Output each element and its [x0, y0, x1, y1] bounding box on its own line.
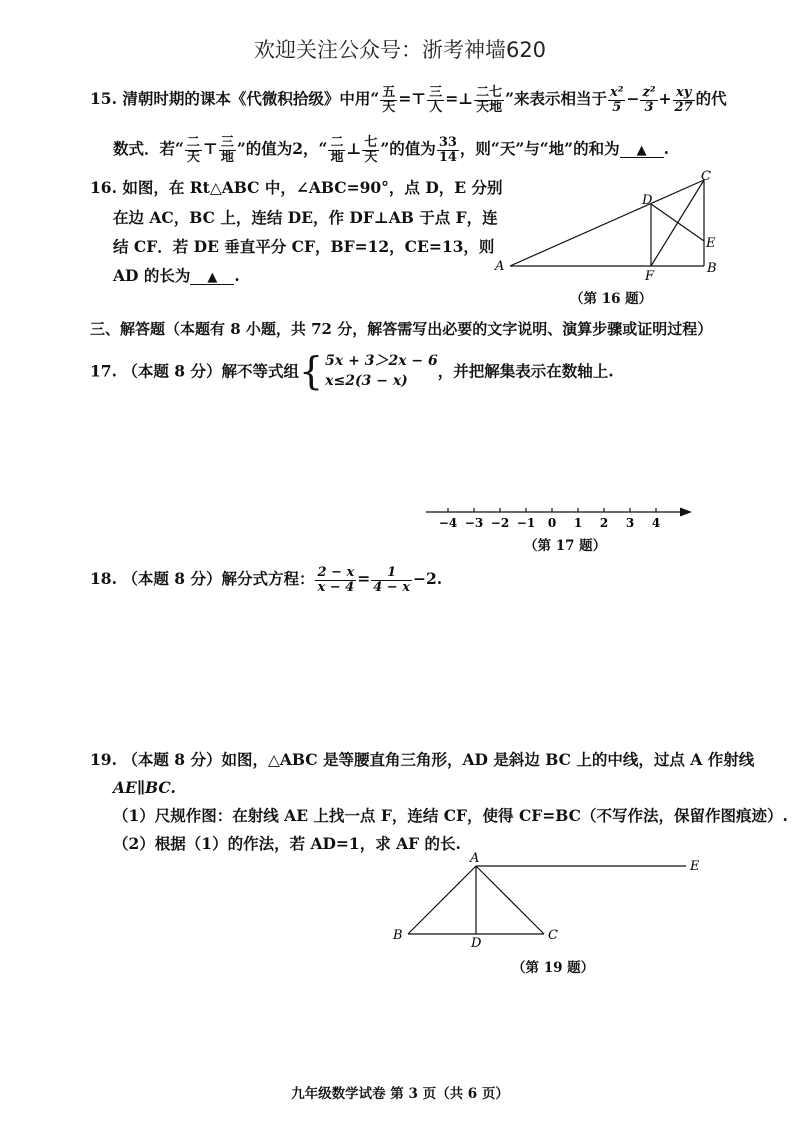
question-number: 17.	[90, 361, 117, 381]
q17-text: （本题 8 分）解不等式组	[122, 361, 299, 381]
point-label-c: C	[548, 928, 558, 943]
question-18	[90, 566, 442, 594]
fraction: $\frac{2 - x}{x - 4}$	[317, 565, 355, 595]
operator: ⊥	[346, 139, 362, 159]
tick-label: 2	[599, 516, 609, 530]
q19-text: （本题 8 分）如图，△ABC 是等腰直角三角形，AD 是斜边 BC 上的中线，过点 A 作射线	[122, 750, 755, 769]
fraction: $\frac{xy}{27}$	[674, 85, 693, 115]
q16-text: AD 的长为	[113, 266, 191, 285]
section-title: 三、解答题（本题有 8 小题，共 72 分，解答需写出必要的文字说明、演算步骤或证明过程）	[90, 320, 713, 338]
q18-text: −2.	[412, 569, 443, 589]
fraction: $\frac{\text{三}}{\text{人}}$	[429, 85, 443, 115]
arrow-head-icon	[680, 508, 692, 517]
q17-text: ，并把解集表示在数轴上.	[437, 361, 614, 381]
question-number: 15.	[90, 89, 117, 109]
question-16-line-1	[90, 180, 502, 196]
inequality-1: 5x + 3＞2x − 6	[325, 353, 438, 369]
fraction: $\frac{\text{z²}}{3}$	[642, 85, 656, 115]
figure-17-caption: （第 17 题）	[524, 538, 607, 554]
q15-text: 数式．若“	[113, 139, 184, 159]
left-brace: {	[298, 349, 324, 394]
question-15-line-2	[113, 136, 669, 164]
tick-label: 3	[625, 516, 635, 530]
operator: +	[658, 89, 672, 109]
point-label-d: D	[642, 193, 653, 208]
point-label-a: A	[495, 259, 505, 274]
tick-label: 0	[547, 516, 557, 530]
question-17	[90, 351, 614, 392]
operator: −	[626, 89, 640, 109]
fraction: $\frac{\text{二七}}{\text{天地}}$	[476, 85, 503, 115]
point-label-a: A	[470, 851, 480, 866]
operator: =⊥	[445, 89, 474, 109]
question-number: 18.	[90, 569, 117, 589]
tick-label: −4	[438, 516, 458, 530]
operator: ⊤	[202, 139, 218, 159]
fraction: $\frac{\text{二}}{\text{天}}$	[186, 135, 200, 165]
fraction: $\frac{1}{4 - x}$	[373, 565, 410, 595]
tick-label: 1	[573, 516, 583, 530]
inequality-2: x≤2(3 − x)	[325, 373, 408, 390]
operator: =⊤	[398, 89, 427, 109]
question-16-line-4	[113, 268, 240, 285]
answer-blank[interactable]: ▲	[190, 271, 234, 285]
fraction: $\frac{\text{x²}}{5}$	[610, 85, 624, 115]
question-19-line-2: AE∥BC.	[113, 778, 176, 797]
fraction: $\frac{33}{14}$	[438, 135, 457, 165]
tick-label: −3	[464, 516, 484, 530]
question-16-line-2: 在边 AC，BC 上，连结 DE，作 DF⊥AB 于点 F，连	[113, 208, 498, 227]
segment-cf	[651, 180, 704, 266]
q15-text: ”的值为2，“	[236, 139, 328, 159]
point-label-e: E	[690, 859, 700, 874]
point-label-f: F	[645, 269, 655, 282]
point-label-c: C	[701, 170, 711, 184]
question-15-line-1	[90, 86, 727, 114]
figure-19	[388, 846, 718, 950]
fraction: $\frac{\text{二}}{\text{地}}$	[330, 135, 344, 165]
q16-text: 如图，在 Rt△ABC 中，∠ABC=90°，点 D，E 分别	[122, 178, 503, 197]
tick-label: −2	[490, 516, 510, 530]
q15-text: ”来表示相当于	[505, 89, 608, 109]
fraction: $\frac{\text{五}}{\text{天}}$	[382, 85, 396, 115]
page-footer: 九年级数学试卷 第 3 页（共 6 页）	[291, 1086, 509, 1102]
q18-text: （本题 8 分）解分式方程：	[122, 569, 315, 589]
question-19-part-2: （2）根据（1）的作法，若 AD=1，求 AF 的长.	[113, 834, 461, 853]
question-number: 16.	[90, 178, 117, 197]
q15-text: ”的值为	[380, 139, 436, 159]
question-19-line-1	[90, 752, 754, 768]
number-line-17	[420, 502, 700, 532]
operator: =	[357, 569, 371, 589]
tick-label: −1	[516, 516, 536, 530]
page-header-title: 欢迎关注公众号：浙考神墙620	[253, 38, 547, 62]
inequality-system	[325, 351, 438, 392]
question-19-part-1: （1）尺规作图：在射线 AE 上找一点 F，连结 CF，使得 CF=BC（不写作法，保留作图痕迹）.	[113, 806, 788, 825]
question-number: 19.	[90, 750, 117, 769]
segment-ab	[408, 866, 476, 934]
q15-text: 的代	[695, 89, 727, 109]
tick-label: 4	[651, 516, 661, 530]
q15-text: ，则“天”与“地”的和为	[459, 139, 620, 159]
point-label-b: B	[707, 261, 717, 276]
q15-text: .	[663, 139, 669, 159]
question-16-line-3: 结 CF．若 DE 垂直平分 CF，BF=12，CE=13，则	[113, 237, 495, 256]
point-label-b: B	[393, 928, 403, 943]
figure-16-caption: （第 16 题）	[570, 291, 653, 307]
q16-text: .	[234, 266, 240, 285]
q15-text: 清朝时期的课本《代微积拾级》中用“	[122, 89, 380, 109]
figure-19-caption: （第 19 题）	[512, 960, 595, 976]
answer-blank[interactable]: ▲	[620, 144, 664, 158]
fraction: $\frac{\text{七}}{\text{天}}$	[364, 135, 378, 165]
point-label-d: D	[471, 936, 482, 950]
segment-ac	[510, 180, 704, 266]
point-label-e: E	[706, 236, 716, 251]
figure-16	[490, 170, 730, 282]
fraction: $\frac{\text{三}}{\text{地}}$	[220, 135, 234, 165]
segment-ac	[476, 866, 544, 934]
